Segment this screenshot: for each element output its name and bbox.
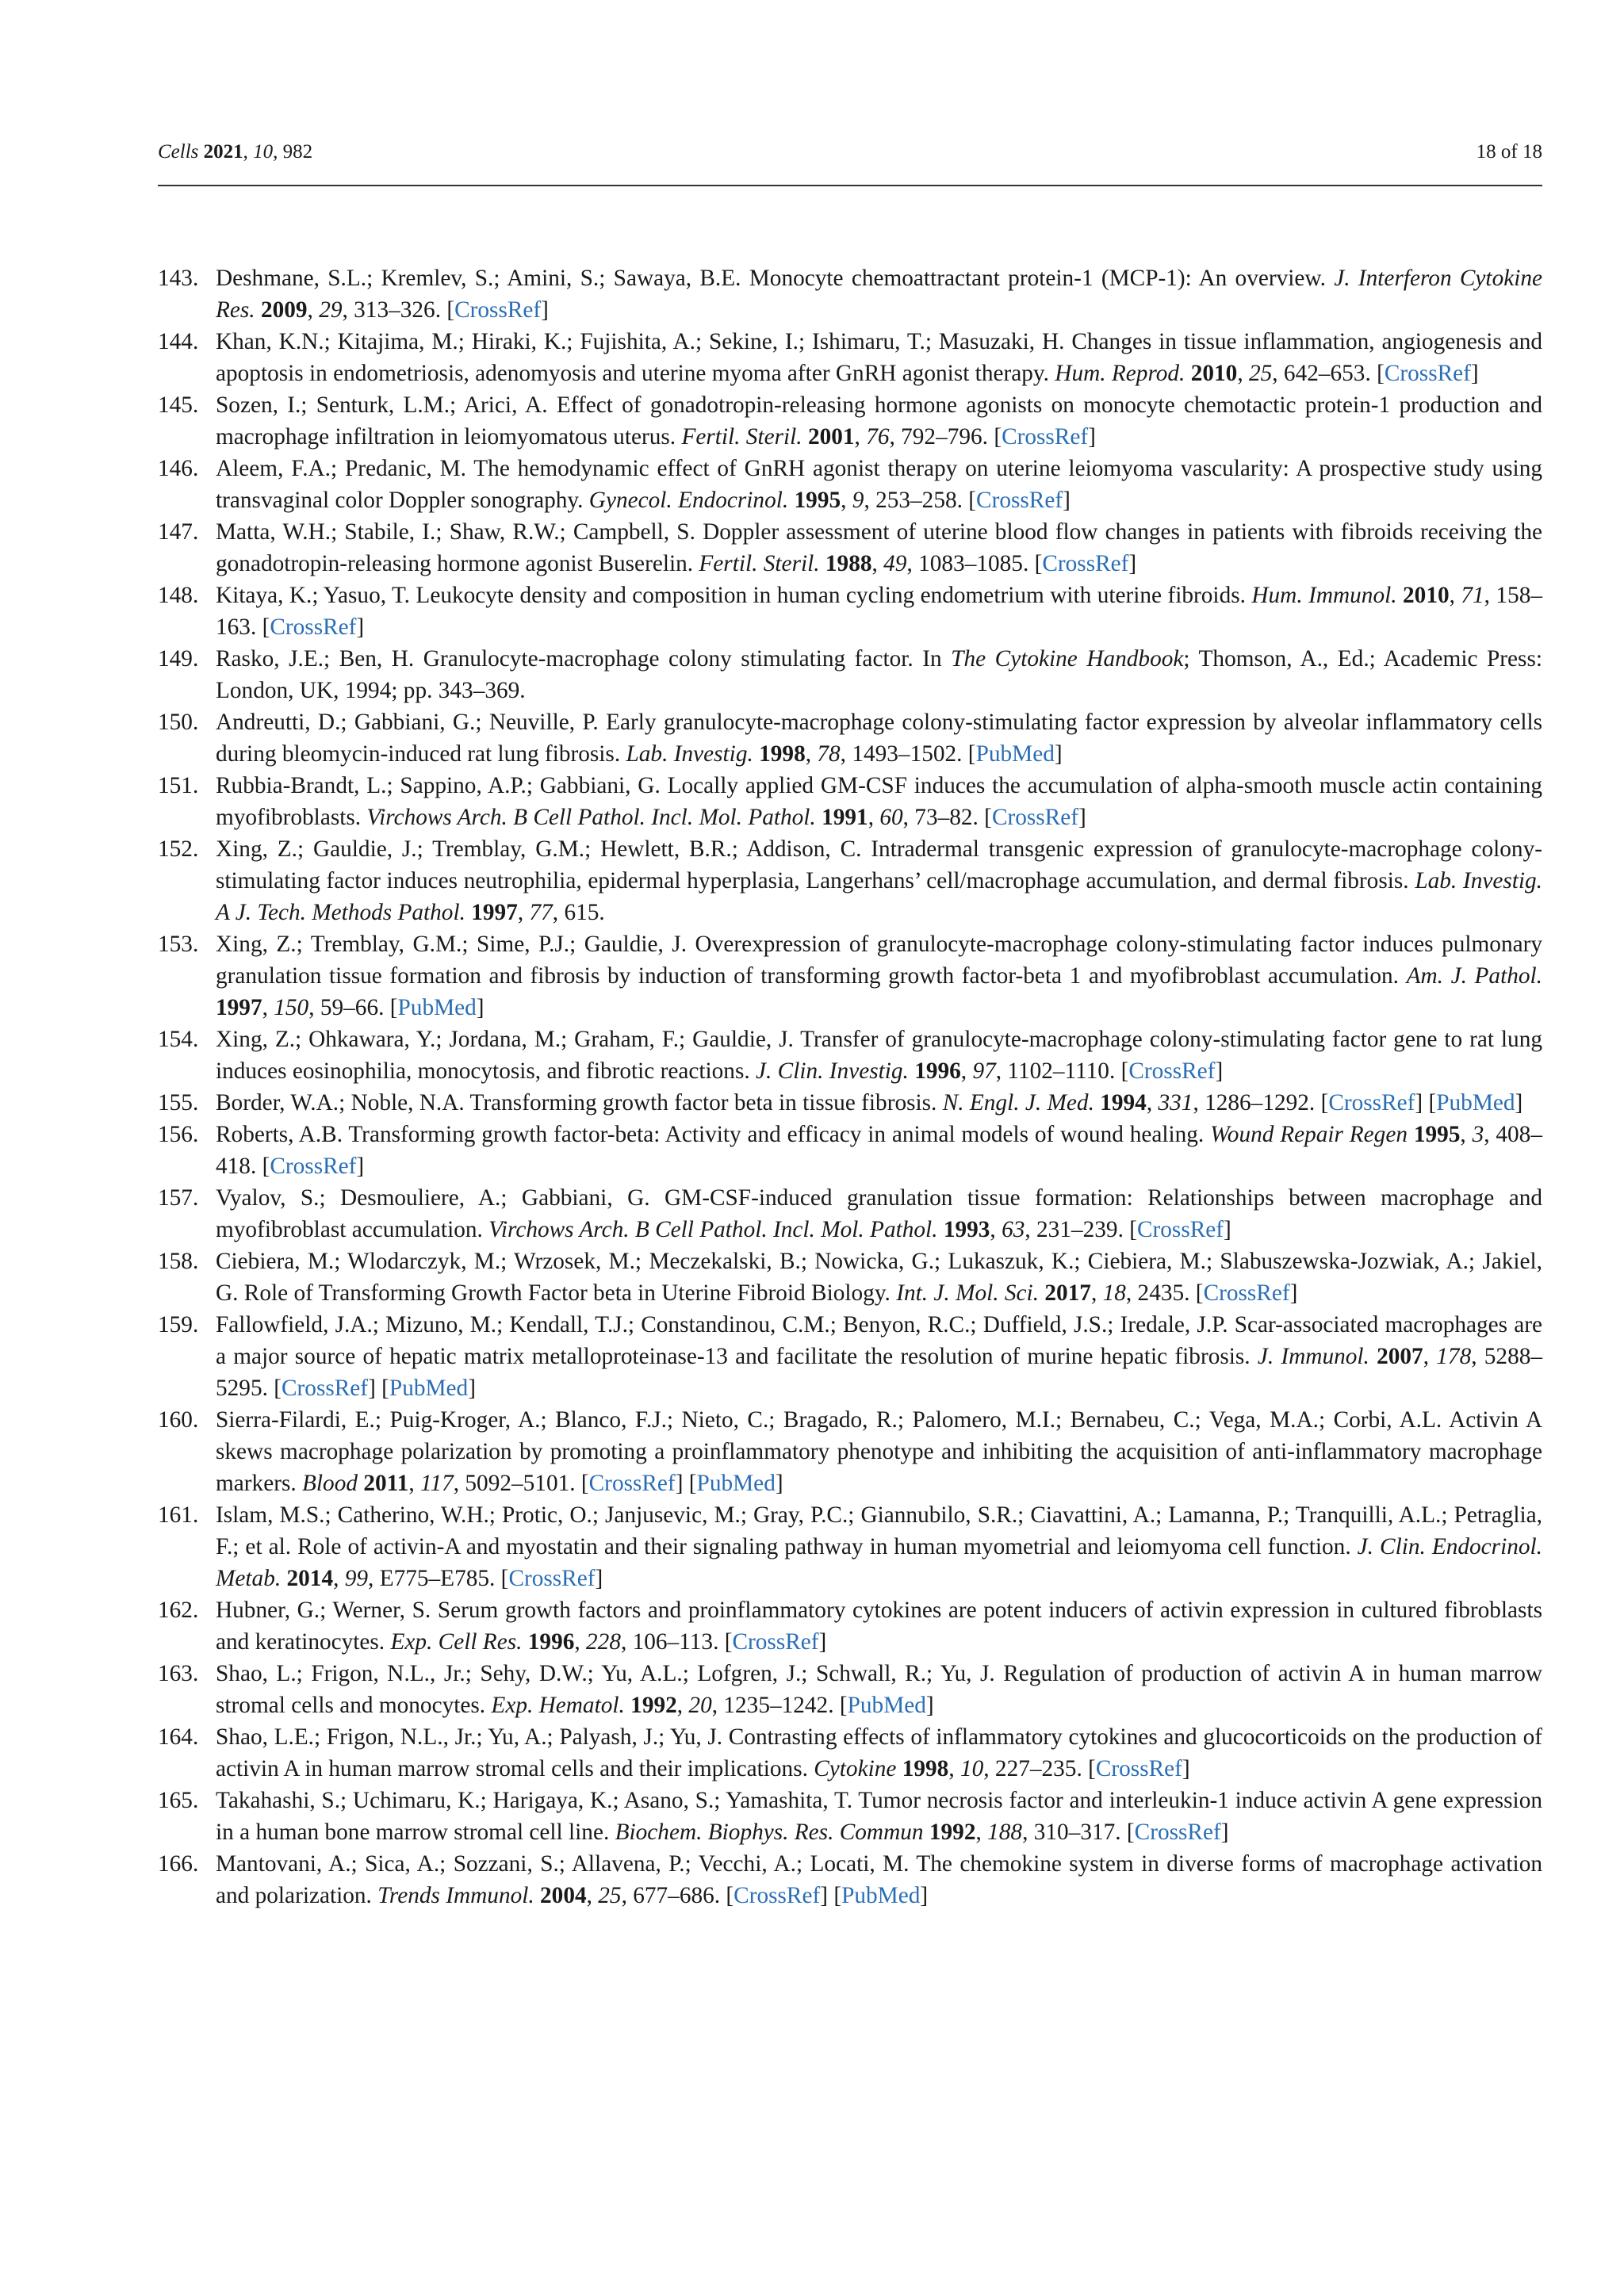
reference-text: Rasko, J.E.; Ben, H. Granulocyte-macrophage colony stimulating factor. In The Cytokine Handbook; Thomson, A., Ed.; Academic Press: London, UK, 1994; pp. 343–369. xyxy=(216,646,1542,703)
reference-text: Hubner, G.; Werner, S. Serum growth factors and proinflammatory cytokines are potent inducers of activin expression in cultured fibroblasts and keratinocytes. Exp. Cell Res. 1996, 228, 106–113. [CrossRef] xyxy=(216,1598,1542,1655)
reference-number: 159. xyxy=(158,1312,199,1337)
reference-item xyxy=(158,1119,1542,1182)
crossref-link[interactable]: CrossRef xyxy=(1042,551,1129,576)
reference-text: Shao, L.E.; Frigon, N.L., Jr.; Yu, A.; Palyash, J.; Yu, J. Contrasting effects of inflammatory cytokines and glucocorticoids on the production of activin A in human marrow stromal cells and their implications. Cytokine 1998, 10, 227–235. [CrossRef] xyxy=(216,1724,1542,1781)
reference-text: Rubbia-Brandt, L.; Sappino, A.P.; Gabbiani, G. Locally applied GM-CSF induces the accumulation of alpha-smooth muscle actin containing myofibroblasts. Virchows Arch. B Cell Pathol. Incl. Mol. Pathol. 1991, 60, 73–82. [CrossRef] xyxy=(216,773,1542,830)
crossref-link[interactable]: CrossRef xyxy=(733,1883,821,1908)
reference-number: 146. xyxy=(158,456,199,481)
reference-number: 150. xyxy=(158,710,199,735)
reference-text: Deshmane, S.L.; Kremlev, S.; Amini, S.; Sawaya, B.E. Monocyte chemoattractant protein-1 (MCP-1): An overview. J. Interferon Cytokine Res. 2009, 29, 313–326. [CrossRef] xyxy=(216,266,1543,323)
reference-text: Mantovani, A.; Sica, A.; Sozzani, S.; Allavena, P.; Vecchi, A.; Locati, M. The chemokine system in diverse forms of macrophage activation and polarization. Trends Immunol. 2004, 25, 677–686. [CrossRef] [PubMed] xyxy=(216,1851,1542,1908)
reference-number: 144. xyxy=(158,329,199,354)
reference-text: Fallowfield, J.A.; Mizuno, M.; Kendall, T.J.; Constandinou, C.M.; Benyon, R.C.; Duffield, J.S.; Iredale, J.P. Scar-associated macrophages are a major source of hepatic matrix metalloproteinase-13 and facilitate the resolution of murine hepatic fibrosis. J. Immunol. 2007, 178, 5288–5295. [CrossRef] [PubMed] xyxy=(216,1312,1543,1401)
reference-item xyxy=(158,516,1542,580)
page-number: 18 of 18 xyxy=(1476,141,1542,163)
reference-item xyxy=(158,1594,1542,1658)
reference-number: 162. xyxy=(158,1598,199,1623)
crossref-link[interactable]: CrossRef xyxy=(1128,1058,1216,1084)
reference-text: Xing, Z.; Ohkawara, Y.; Jordana, M.; Graham, F.; Gauldie, J. Transfer of granulocyte-macrophage colony-stimulating factor gene to rat lung induces eosinophilia, monocytosis, and fibrotic reactions. J. Clin. Investig. 1996, 97, 1102–1110. [CrossRef] xyxy=(216,1027,1542,1084)
crossref-link[interactable]: CrossRef xyxy=(454,297,542,323)
reference-number: 148. xyxy=(158,583,199,608)
reference-text: Xing, Z.; Tremblay, G.M.; Sime, P.J.; Gauldie, J. Overexpression of granulocyte-macrophage colony-stimulating factor induces pulmonary granulation tissue formation and fibrosis by induction of transforming growth factor-beta 1 and myofibroblast accumulation. Am. J. Pathol. 1997, 150, 59–66. [PubMed] xyxy=(216,932,1542,1020)
reference-text: Ciebiera, M.; Wlodarczyk, M.; Wrzosek, M.; Meczekalski, B.; Nowicka, G.; Lukaszuk, K.; Ciebiera, M.; Slabuszewska-Jozwiak, A.; Jakiel, G. Role of Transforming Growth Factor beta in Uterine Fibroid Biology. Int. J. Mol. Sci. 2017, 18, 2435. [CrossRef] xyxy=(216,1249,1542,1306)
reference-item xyxy=(158,1721,1542,1785)
reference-text: Sierra-Filardi, E.; Puig-Kroger, A.; Blanco, F.J.; Nieto, C.; Bragado, R.; Palomero, M.I.; Bernabeu, C.; Vega, M.A.; Corbi, A.L. Activin A skews macrophage polarization by promoting a proinflammatory phenotype and inhibiting the acquisition of anti-inflammatory macrophage markers. Blood 2011, 117, 5092–5101. [CrossRef] [PubMed] xyxy=(216,1407,1542,1496)
reference-number: 153. xyxy=(158,932,199,957)
reference-item xyxy=(158,1785,1542,1848)
crossref-link[interactable]: CrossRef xyxy=(976,488,1063,513)
pubmed-link[interactable]: PubMed xyxy=(397,995,477,1020)
journal-citation: Cells 2021, 10, 982 xyxy=(158,141,313,163)
pubmed-link[interactable]: PubMed xyxy=(975,741,1055,767)
pubmed-link[interactable]: PubMed xyxy=(389,1376,469,1401)
crossref-link[interactable]: CrossRef xyxy=(270,614,357,640)
reference-text: Vyalov, S.; Desmouliere, A.; Gabbiani, G. GM-CSF-induced granulation tissue formation: Relationships between macrophage and myofibroblast accumulation. Virchows Arch. B Cell Pathol. Incl. Mol. Pathol. 1993, 63, 231–239. [CrossRef] xyxy=(216,1185,1542,1242)
reference-number: 143. xyxy=(158,266,199,291)
reference-number: 166. xyxy=(158,1851,199,1877)
reference-item xyxy=(158,389,1542,453)
reference-number: 164. xyxy=(158,1724,199,1750)
reference-text: Andreutti, D.; Gabbiani, G.; Neuville, P. Early granulocyte-macrophage colony-stimulating factor expression by alveolar inflammatory cells during bleomycin-induced rat lung fibrosis. Lab. Investig. 1998, 78, 1493–1502. [PubMed] xyxy=(216,710,1542,767)
reference-text: Border, W.A.; Noble, N.A. Transforming growth factor beta in tissue fibrosis. N. Engl. J. Med. 1994, 331, 1286–1292. [CrossRef] [PubMed] xyxy=(216,1090,1523,1115)
reference-item xyxy=(158,1848,1542,1911)
pubmed-link[interactable]: PubMed xyxy=(847,1693,926,1718)
reference-text: Shao, L.; Frigon, N.L., Jr.; Sehy, D.W.; Yu, A.L.; Lofgren, J.; Schwall, R.; Yu, J. Regulation of production of activin A in human marrow stromal cells and monocytes. Exp. Hematol. 1992, 20, 1235–1242. [PubMed] xyxy=(216,1661,1542,1718)
reference-number: 155. xyxy=(158,1090,199,1115)
reference-item xyxy=(158,1404,1542,1499)
reference-text: Kitaya, K.; Yasuo, T. Leukocyte density and composition in human cycling endometrium with uterine fibroids. Hum. Immunol. 2010, 71, 158–163. [CrossRef] xyxy=(216,583,1542,640)
reference-text: Takahashi, S.; Uchimaru, K.; Harigaya, K.; Asano, S.; Yamashita, T. Tumor necrosis factor and interleukin-1 induce activin A gene expression in a human bone marrow stromal cell line. Biochem. Biophys. Res. Commun 1992, 188, 310–317. [CrossRef] xyxy=(216,1788,1542,1845)
reference-item xyxy=(158,1309,1542,1404)
reference-number: 149. xyxy=(158,646,199,672)
reference-number: 147. xyxy=(158,519,199,545)
reference-text: Islam, M.S.; Catherino, W.H.; Protic, O.; Janjusevic, M.; Gray, P.C.; Giannubilo, S.R.; Ciavattini, A.; Lamanna, P.; Tranquilli, A.L.; Petraglia, F.; et al. Role of activin-A and myostatin and their signaling pathway in human myometrial and leiomyoma cell function. J. Clin. Endocrinol. Metab. 2014, 99, E775–E785. [CrossRef] xyxy=(216,1502,1542,1591)
reference-list xyxy=(158,262,1542,1911)
pubmed-link[interactable]: PubMed xyxy=(841,1883,921,1908)
crossref-link[interactable]: CrossRef xyxy=(1203,1280,1290,1306)
reference-item xyxy=(158,1182,1542,1246)
reference-text: Sozen, I.; Senturk, L.M.; Arici, A. Effect of gonadotropin-releasing hormone agonists on monocyte chemotactic protein-1 production and macrophage infiltration in leiomyomatous uterus. Fertil. Steril. 2001, 76, 792–796. [CrossRef] xyxy=(216,392,1542,450)
reference-item xyxy=(158,1499,1542,1594)
pubmed-link[interactable]: PubMed xyxy=(1436,1090,1515,1115)
crossref-link[interactable]: CrossRef xyxy=(1136,1217,1224,1242)
reference-item xyxy=(158,262,1542,326)
reference-number: 161. xyxy=(158,1502,199,1528)
reference-number: 165. xyxy=(158,1788,199,1813)
reference-item xyxy=(158,1024,1542,1087)
reference-number: 163. xyxy=(158,1661,199,1686)
reference-number: 158. xyxy=(158,1249,199,1274)
reference-item xyxy=(158,580,1542,643)
reference-item xyxy=(158,770,1542,833)
reference-item xyxy=(158,1246,1542,1309)
crossref-link[interactable]: CrossRef xyxy=(282,1376,369,1401)
reference-number: 151. xyxy=(158,773,199,798)
reference-number: 154. xyxy=(158,1027,199,1052)
running-header xyxy=(158,136,1542,186)
reference-text: Khan, K.N.; Kitajima, M.; Hiraki, K.; Fujishita, A.; Sekine, I.; Ishimaru, T.; Masuzaki, H. Changes in tissue inflammation, angiogenesis and apoptosis in endometriosis, adenomyosis and uterine myoma after GnRH agonist therapy. Hum. Reprod. 2010, 25, 642–653. [CrossRef] xyxy=(216,329,1542,386)
crossref-link[interactable]: CrossRef xyxy=(1328,1090,1415,1115)
reference-text: Roberts, A.B. Transforming growth factor-beta: Activity and efficacy in animal models of wound healing. Wound Repair Regen 1995, 3, 408–418. [CrossRef] xyxy=(216,1122,1542,1179)
pubmed-link[interactable]: PubMed xyxy=(696,1471,776,1496)
header-rule xyxy=(158,185,1542,186)
reference-item xyxy=(158,1658,1542,1721)
reference-text: Matta, W.H.; Stabile, I.; Shaw, R.W.; Campbell, S. Doppler assessment of uterine blood flow changes in patients with fibroids receiving the gonadotropin-releasing hormone agonist Buserelin. Fertil. Steril. 1988, 49, 1083–1085. [CrossRef] xyxy=(216,519,1542,576)
reference-number: 157. xyxy=(158,1185,199,1211)
crossref-link[interactable]: CrossRef xyxy=(270,1154,357,1179)
reference-text: Xing, Z.; Gauldie, J.; Tremblay, G.M.; Hewlett, B.R.; Addison, C. Intradermal transgenic expression of granulocyte-macrophage colony-stimulating factor induces neutrophilia, epidermal hyperplasia, Langerhans’ cell/macrophage accumulation, and dermal fibrosis. Lab. Investig. A J. Tech. Methods Pathol. 1997, 77, 615. xyxy=(216,836,1542,925)
crossref-link[interactable]: CrossRef xyxy=(588,1471,676,1496)
reference-item xyxy=(158,833,1542,928)
crossref-link[interactable]: CrossRef xyxy=(1002,424,1089,450)
crossref-link[interactable]: CrossRef xyxy=(732,1629,819,1655)
reference-item xyxy=(158,1087,1542,1119)
reference-number: 156. xyxy=(158,1122,199,1147)
crossref-link[interactable]: CrossRef xyxy=(508,1566,596,1591)
crossref-link[interactable]: CrossRef xyxy=(1134,1820,1221,1845)
reference-number: 152. xyxy=(158,836,199,862)
reference-item xyxy=(158,453,1542,516)
crossref-link[interactable]: CrossRef xyxy=(1384,361,1471,386)
reference-number: 160. xyxy=(158,1407,199,1433)
reference-number: 145. xyxy=(158,392,199,418)
reference-item xyxy=(158,928,1542,1024)
reference-text: Aleem, F.A.; Predanic, M. The hemodynamic effect of GnRH agonist therapy on uterine leiomyoma vascularity: A prospective study using transvaginal color Doppler sonography. Gynecol. Endocrinol. 1995, 9, 253–258. [CrossRef] xyxy=(216,456,1542,513)
crossref-link[interactable]: CrossRef xyxy=(991,805,1078,830)
reference-item xyxy=(158,643,1542,706)
reference-item xyxy=(158,706,1542,770)
crossref-link[interactable]: CrossRef xyxy=(1095,1756,1182,1781)
reference-item xyxy=(158,326,1542,389)
